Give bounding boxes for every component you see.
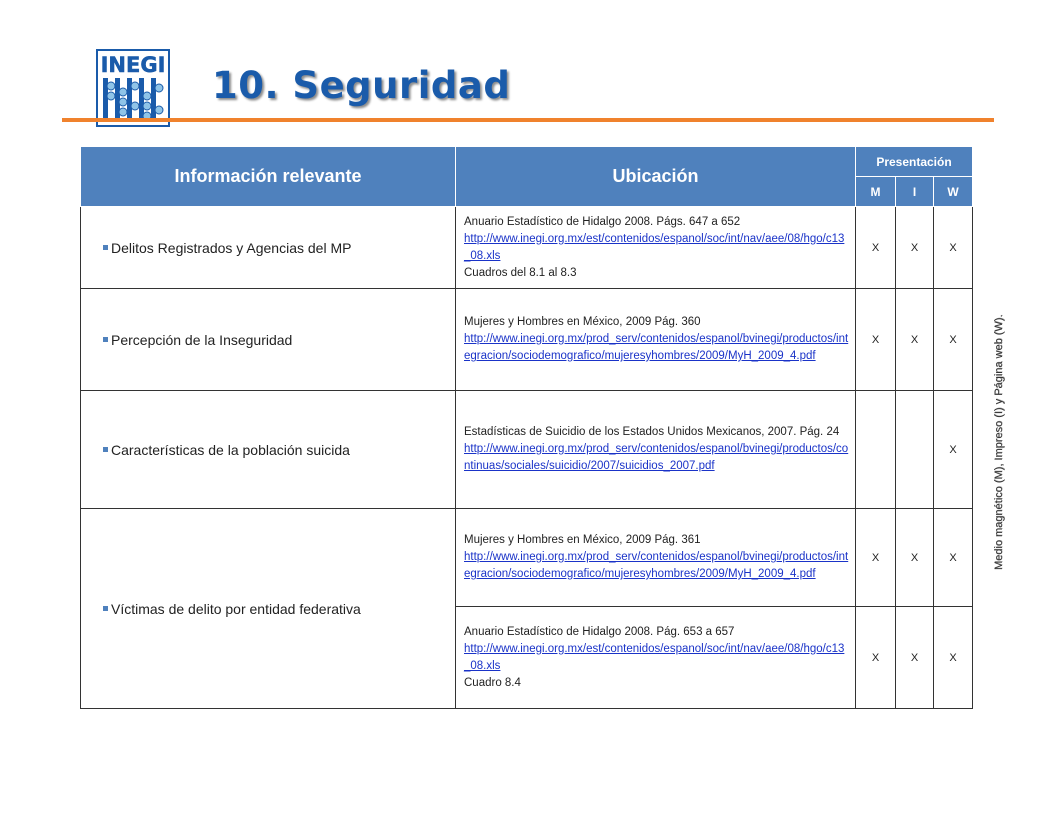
source-extra: Cuadros del 8.1 al 8.3 xyxy=(464,266,577,279)
mark-i xyxy=(896,391,934,509)
bullet-icon xyxy=(103,337,108,342)
source-link[interactable]: http://www.inegi.org.mx/prod_serv/contenidos/espanol/bvinegi/productos/continuas/sociales/suicidio/2007/suicidios_2007.pdf xyxy=(464,443,849,472)
mark-i: X xyxy=(896,509,934,607)
ubicacion-cell xyxy=(456,391,856,509)
mark-m xyxy=(856,391,896,509)
mark-w: X xyxy=(934,207,973,289)
page-title: 10. Seguridad xyxy=(212,64,511,107)
info-cell xyxy=(81,391,456,509)
info-table xyxy=(80,146,973,709)
bullet-icon xyxy=(103,245,108,250)
source-text: Mujeres y Hombres en México, 2009 Pág. 361 xyxy=(464,534,701,546)
info-label: Víctimas de delito por entidad federativa xyxy=(111,600,361,617)
table-row xyxy=(81,207,973,289)
mark-m: X xyxy=(856,509,896,607)
mark-i: X xyxy=(896,289,934,391)
mark-m: X xyxy=(856,289,896,391)
mark-m: X xyxy=(856,207,896,289)
source-link[interactable]: http://www.inegi.org.mx/prod_serv/contenidos/espanol/bvinegi/productos/integracion/sociodemografico/mujeresyhombres/2009/MyH_2009_4.pdf xyxy=(464,333,849,362)
ubicacion-cell xyxy=(456,289,856,391)
table-row xyxy=(81,289,973,391)
side-note: Medio magnético (M), Impreso (I) y Página web (W). xyxy=(993,314,1005,570)
mark-w: X xyxy=(934,509,973,607)
source-link[interactable]: http://www.inegi.org.mx/est/contenidos/espanol/soc/int/nav/aee/08/hgo/c13_08.xls xyxy=(464,642,845,672)
source-text: Anuario Estadístico de Hidalgo 2008. Pág. 653 a 657 xyxy=(464,625,735,638)
source-text: Mujeres y Hombres en México, 2009 Pág. 360 xyxy=(464,316,701,328)
source-text: Anuario Estadístico de Hidalgo 2008. Págs. 647 a 652 xyxy=(464,215,741,228)
header-i: I xyxy=(896,177,934,207)
mark-i: X xyxy=(896,607,934,709)
bullet-icon xyxy=(103,447,108,452)
header-ubicacion: Ubicación xyxy=(456,147,856,207)
bullet-icon xyxy=(103,606,108,611)
ubicacion-cell xyxy=(456,509,856,607)
info-label: Características de la población suicida xyxy=(111,441,350,458)
inegi-logo xyxy=(95,48,171,128)
info-cell xyxy=(81,509,456,709)
mark-w: X xyxy=(934,607,973,709)
info-label: Delitos Registrados y Agencias del MP xyxy=(111,239,352,256)
header-m: M xyxy=(856,177,896,207)
ubicacion-cell xyxy=(456,607,856,709)
info-cell xyxy=(81,207,456,289)
header-presentacion: Presentación xyxy=(856,147,973,177)
ubicacion-cell xyxy=(456,207,856,289)
mark-w: X xyxy=(934,289,973,391)
info-cell xyxy=(81,289,456,391)
mark-m: X xyxy=(856,607,896,709)
mark-i: X xyxy=(896,207,934,289)
table-row xyxy=(81,391,973,509)
source-extra: Cuadro 8.4 xyxy=(464,676,521,689)
source-link[interactable]: http://www.inegi.org.mx/prod_serv/contenidos/espanol/bvinegi/productos/integracion/sociodemografico/mujeresyhombres/2009/MyH_2009_4.pdf xyxy=(464,551,849,580)
header-informacion: Información relevante xyxy=(81,147,456,207)
info-label: Percepción de la Inseguridad xyxy=(111,331,293,348)
source-text: Estadísticas de Suicidio de los Estados Unidos Mexicanos, 2007. Pág. 24 xyxy=(464,426,840,438)
header-rule xyxy=(62,118,994,122)
mark-w: X xyxy=(934,391,973,509)
table-row xyxy=(81,509,973,607)
source-link[interactable]: http://www.inegi.org.mx/est/contenidos/espanol/soc/int/nav/aee/08/hgo/c13_08.xls xyxy=(464,232,845,262)
svg-text:INEGI: INEGI xyxy=(100,53,166,77)
header-w: W xyxy=(934,177,973,207)
